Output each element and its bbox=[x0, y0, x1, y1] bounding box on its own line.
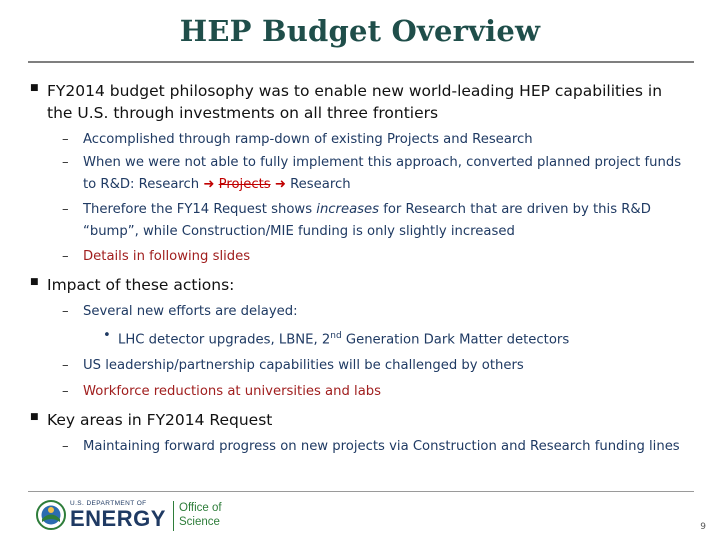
dash-icon: – bbox=[62, 202, 69, 217]
bullet-2-text: Impact of these actions: bbox=[47, 276, 235, 294]
bullet-1-sub-3 bbox=[30, 199, 690, 243]
logo-line-2: ENERGY bbox=[70, 506, 166, 531]
bullet-1-sub-1 bbox=[30, 128, 690, 152]
bullet-1-sub-4 bbox=[30, 245, 690, 269]
detail-text-b: Generation Dark Matter detectors bbox=[341, 332, 570, 348]
bullet-1-sub-1-text: Accomplished through ramp-down of existing Projects and Research bbox=[83, 132, 533, 147]
bullet-1-sub-2-text: When we were not able to fully implement this approach, converted planned project funds to R&D: Research bbox=[83, 155, 682, 192]
bullet-1-sub-2-end: Research bbox=[290, 177, 351, 192]
emphasis-increases: increases bbox=[316, 202, 380, 217]
logo-line-1: U.S. DEPARTMENT OF bbox=[70, 500, 147, 507]
logo-divider bbox=[173, 501, 174, 531]
dash-icon: – bbox=[62, 358, 69, 374]
bullet-3-sub-1-text: Maintaining forward progress on new projects via Construction and Research funding lines bbox=[83, 439, 680, 455]
bullet-2-sub-2-text: US leadership/partnership capabilities will be challenged by others bbox=[83, 358, 524, 374]
right-arrow-icon: ➜ bbox=[203, 177, 215, 192]
dot-icon: • bbox=[103, 328, 111, 343]
page-title: HEP Budget Overview bbox=[179, 14, 541, 48]
bullet-2-sub-2 bbox=[30, 354, 690, 378]
dash-icon: – bbox=[62, 384, 69, 400]
logo-office-line-2: Science bbox=[179, 516, 220, 528]
bullet-1 bbox=[30, 80, 690, 124]
bullet-1-sub-3-text-c: for Research that are driven by this R&D “bump”, while Construction/MIE funding is only slightly increased bbox=[83, 202, 651, 239]
slide-content bbox=[30, 80, 690, 458]
square-bullet-icon: ■ bbox=[30, 412, 39, 423]
bullet-2-sub-3 bbox=[30, 380, 690, 404]
bullet-3-sub-1 bbox=[30, 436, 690, 458]
bullet-2-sub-1 bbox=[30, 300, 690, 324]
bullet-1-sub-2 bbox=[30, 152, 690, 196]
bullet-3-text: Key areas in FY2014 Request bbox=[47, 411, 273, 430]
dash-icon: – bbox=[62, 439, 69, 455]
bullet-2-sub-1-text: Several new efforts are delayed: bbox=[83, 304, 298, 319]
title-divider bbox=[28, 61, 694, 63]
right-arrow-icon: ➜ bbox=[274, 177, 286, 192]
bullet-3 bbox=[30, 409, 690, 431]
doe-office-of-science-logo bbox=[36, 497, 236, 535]
bullet-1-sub-4-text: Details in following slides bbox=[83, 249, 251, 264]
bullet-1-sub-3-text-a: Therefore the FY14 Request shows bbox=[83, 202, 317, 217]
detail-text-a: LHC detector upgrades, LBNE, 2 bbox=[118, 332, 331, 348]
dash-icon: – bbox=[62, 249, 69, 264]
struck-projects-text: Projects bbox=[218, 177, 271, 192]
square-bullet-icon: ■ bbox=[30, 277, 39, 287]
detail-superscript: nd bbox=[330, 331, 342, 341]
dash-icon: – bbox=[62, 304, 69, 319]
footer-divider bbox=[28, 491, 694, 492]
page-number: 9 bbox=[700, 522, 706, 532]
square-bullet-icon: ■ bbox=[30, 83, 39, 93]
dash-icon: – bbox=[62, 132, 69, 147]
bullet-1-text: FY2014 budget philosophy was to enable new world-leading HEP capabilities in the U.S. through investments on all three frontiers bbox=[47, 82, 663, 122]
bullet-2 bbox=[30, 274, 690, 296]
bullet-2-sub-1-detail bbox=[30, 324, 690, 352]
logo-office-line-1: Office of bbox=[179, 502, 222, 514]
bullet-2-sub-3-text: Workforce reductions at universities and labs bbox=[83, 384, 382, 400]
dash-icon: – bbox=[62, 155, 69, 170]
